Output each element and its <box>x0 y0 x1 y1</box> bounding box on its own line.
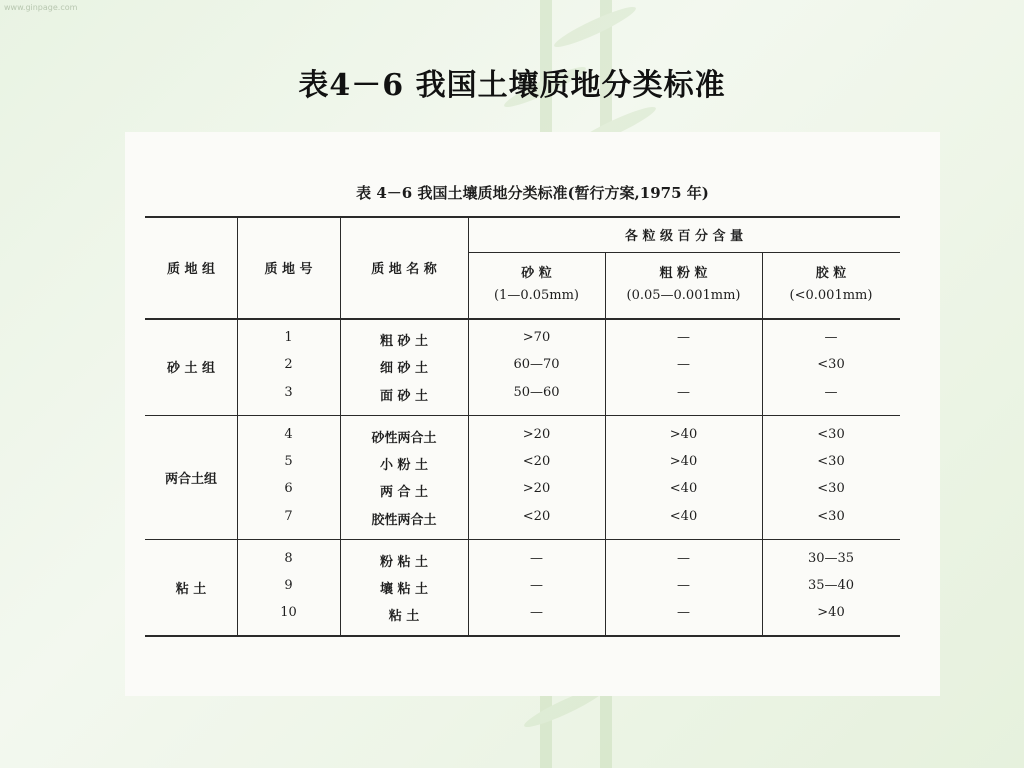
cell-texture-name: 面 砂 土 <box>379 388 429 404</box>
cell-texture-name: 砂性两合土 <box>371 430 437 446</box>
cell-number: 2 <box>284 357 293 373</box>
cell-sand: — <box>530 605 543 621</box>
header-content: 各 粒 级 百 分 含 量 <box>624 229 744 244</box>
group-separator-rule <box>145 415 900 417</box>
column-divider <box>762 252 763 635</box>
header-silt: 粗 粉 粒 <box>659 266 708 281</box>
header-sand-range: (1—0.05mm) <box>493 288 579 303</box>
header-group: 质 地 组 <box>166 262 216 277</box>
column-divider <box>468 216 469 635</box>
cell-texture-name: 两 合 土 <box>379 485 429 501</box>
cell-texture-name: 壤 粘 土 <box>379 581 429 597</box>
column-divider <box>605 252 606 635</box>
watermark-text: www.ginpage.com <box>4 3 78 12</box>
cell-silt: — <box>677 605 690 621</box>
cell-silt: >40 <box>669 453 698 469</box>
cell-silt: — <box>677 550 690 566</box>
cell-clay: <30 <box>817 426 845 442</box>
cell-clay: <30 <box>817 508 845 524</box>
cell-number: 9 <box>284 577 293 593</box>
cell-sand: >20 <box>522 481 551 497</box>
cell-silt: <40 <box>669 508 698 524</box>
cell-silt: — <box>677 330 690 345</box>
cell-clay: <30 <box>817 481 845 497</box>
header-sub-rule <box>468 252 900 253</box>
slide-title: 表4－6 我国土壤质地分类标准 <box>298 68 726 103</box>
cell-number: 8 <box>284 550 293 566</box>
scanned-table-image <box>125 132 940 696</box>
group-separator-rule <box>145 635 900 637</box>
cell-sand: 60—70 <box>513 357 560 373</box>
cell-sand: 50—60 <box>513 384 560 400</box>
cell-clay: <30 <box>817 357 845 373</box>
cell-silt: — <box>677 384 690 400</box>
cell-silt: <40 <box>669 481 698 497</box>
cell-number: 1 <box>284 330 293 345</box>
cell-group-label: 粘 土 <box>175 581 207 597</box>
cell-sand: <20 <box>522 508 551 524</box>
cell-clay: 35—40 <box>807 577 855 593</box>
cell-number: 5 <box>284 453 293 469</box>
cell-sand: — <box>530 550 543 566</box>
cell-texture-name: 细 砂 土 <box>379 361 429 377</box>
cell-clay: <30 <box>817 453 845 469</box>
cell-clay: — <box>824 330 838 345</box>
cell-sand: <20 <box>522 453 551 469</box>
cell-number: 7 <box>284 508 293 524</box>
cell-silt: — <box>677 357 690 373</box>
cell-sand: >70 <box>522 330 551 345</box>
header-sand: 砂 粒 <box>521 266 552 281</box>
cell-number: 3 <box>284 384 293 400</box>
header-silt-range: (0.05—0.001mm) <box>626 288 741 303</box>
cell-group-label: 两合土组 <box>164 471 217 487</box>
header-clay-range: (<0.001mm) <box>789 288 873 303</box>
table-caption: 表 4－6 我国土壤质地分类标准(暂行方案,1975 年) <box>356 184 709 202</box>
column-divider <box>237 216 238 635</box>
cell-group-label: 砂 土 组 <box>166 361 216 377</box>
cell-sand: >20 <box>522 426 551 442</box>
cell-silt: — <box>677 577 690 593</box>
table-top-rule <box>145 216 900 218</box>
header-bottom-rule <box>145 318 900 320</box>
column-divider <box>340 216 341 635</box>
cell-clay: >40 <box>817 605 845 621</box>
cell-texture-name: 粉 粘 土 <box>379 554 429 570</box>
cell-texture-name: 粘 土 <box>388 609 420 625</box>
cell-clay: — <box>824 384 838 400</box>
cell-texture-name: 小 粉 土 <box>379 457 429 473</box>
soil-texture-table <box>125 132 940 696</box>
cell-number: 4 <box>284 426 293 442</box>
cell-texture-name: 粗 砂 土 <box>379 334 429 349</box>
group-separator-rule <box>145 539 900 541</box>
cell-silt: >40 <box>669 426 698 442</box>
cell-sand: — <box>530 577 543 593</box>
header-name: 质 地 名 称 <box>371 262 437 277</box>
cell-number: 10 <box>280 605 297 621</box>
cell-clay: 30—35 <box>807 550 855 566</box>
header-clay: 胶 粒 <box>815 266 847 281</box>
cell-number: 6 <box>284 481 293 497</box>
cell-texture-name: 胶性两合土 <box>371 512 437 528</box>
header-number: 质 地 号 <box>264 262 313 277</box>
